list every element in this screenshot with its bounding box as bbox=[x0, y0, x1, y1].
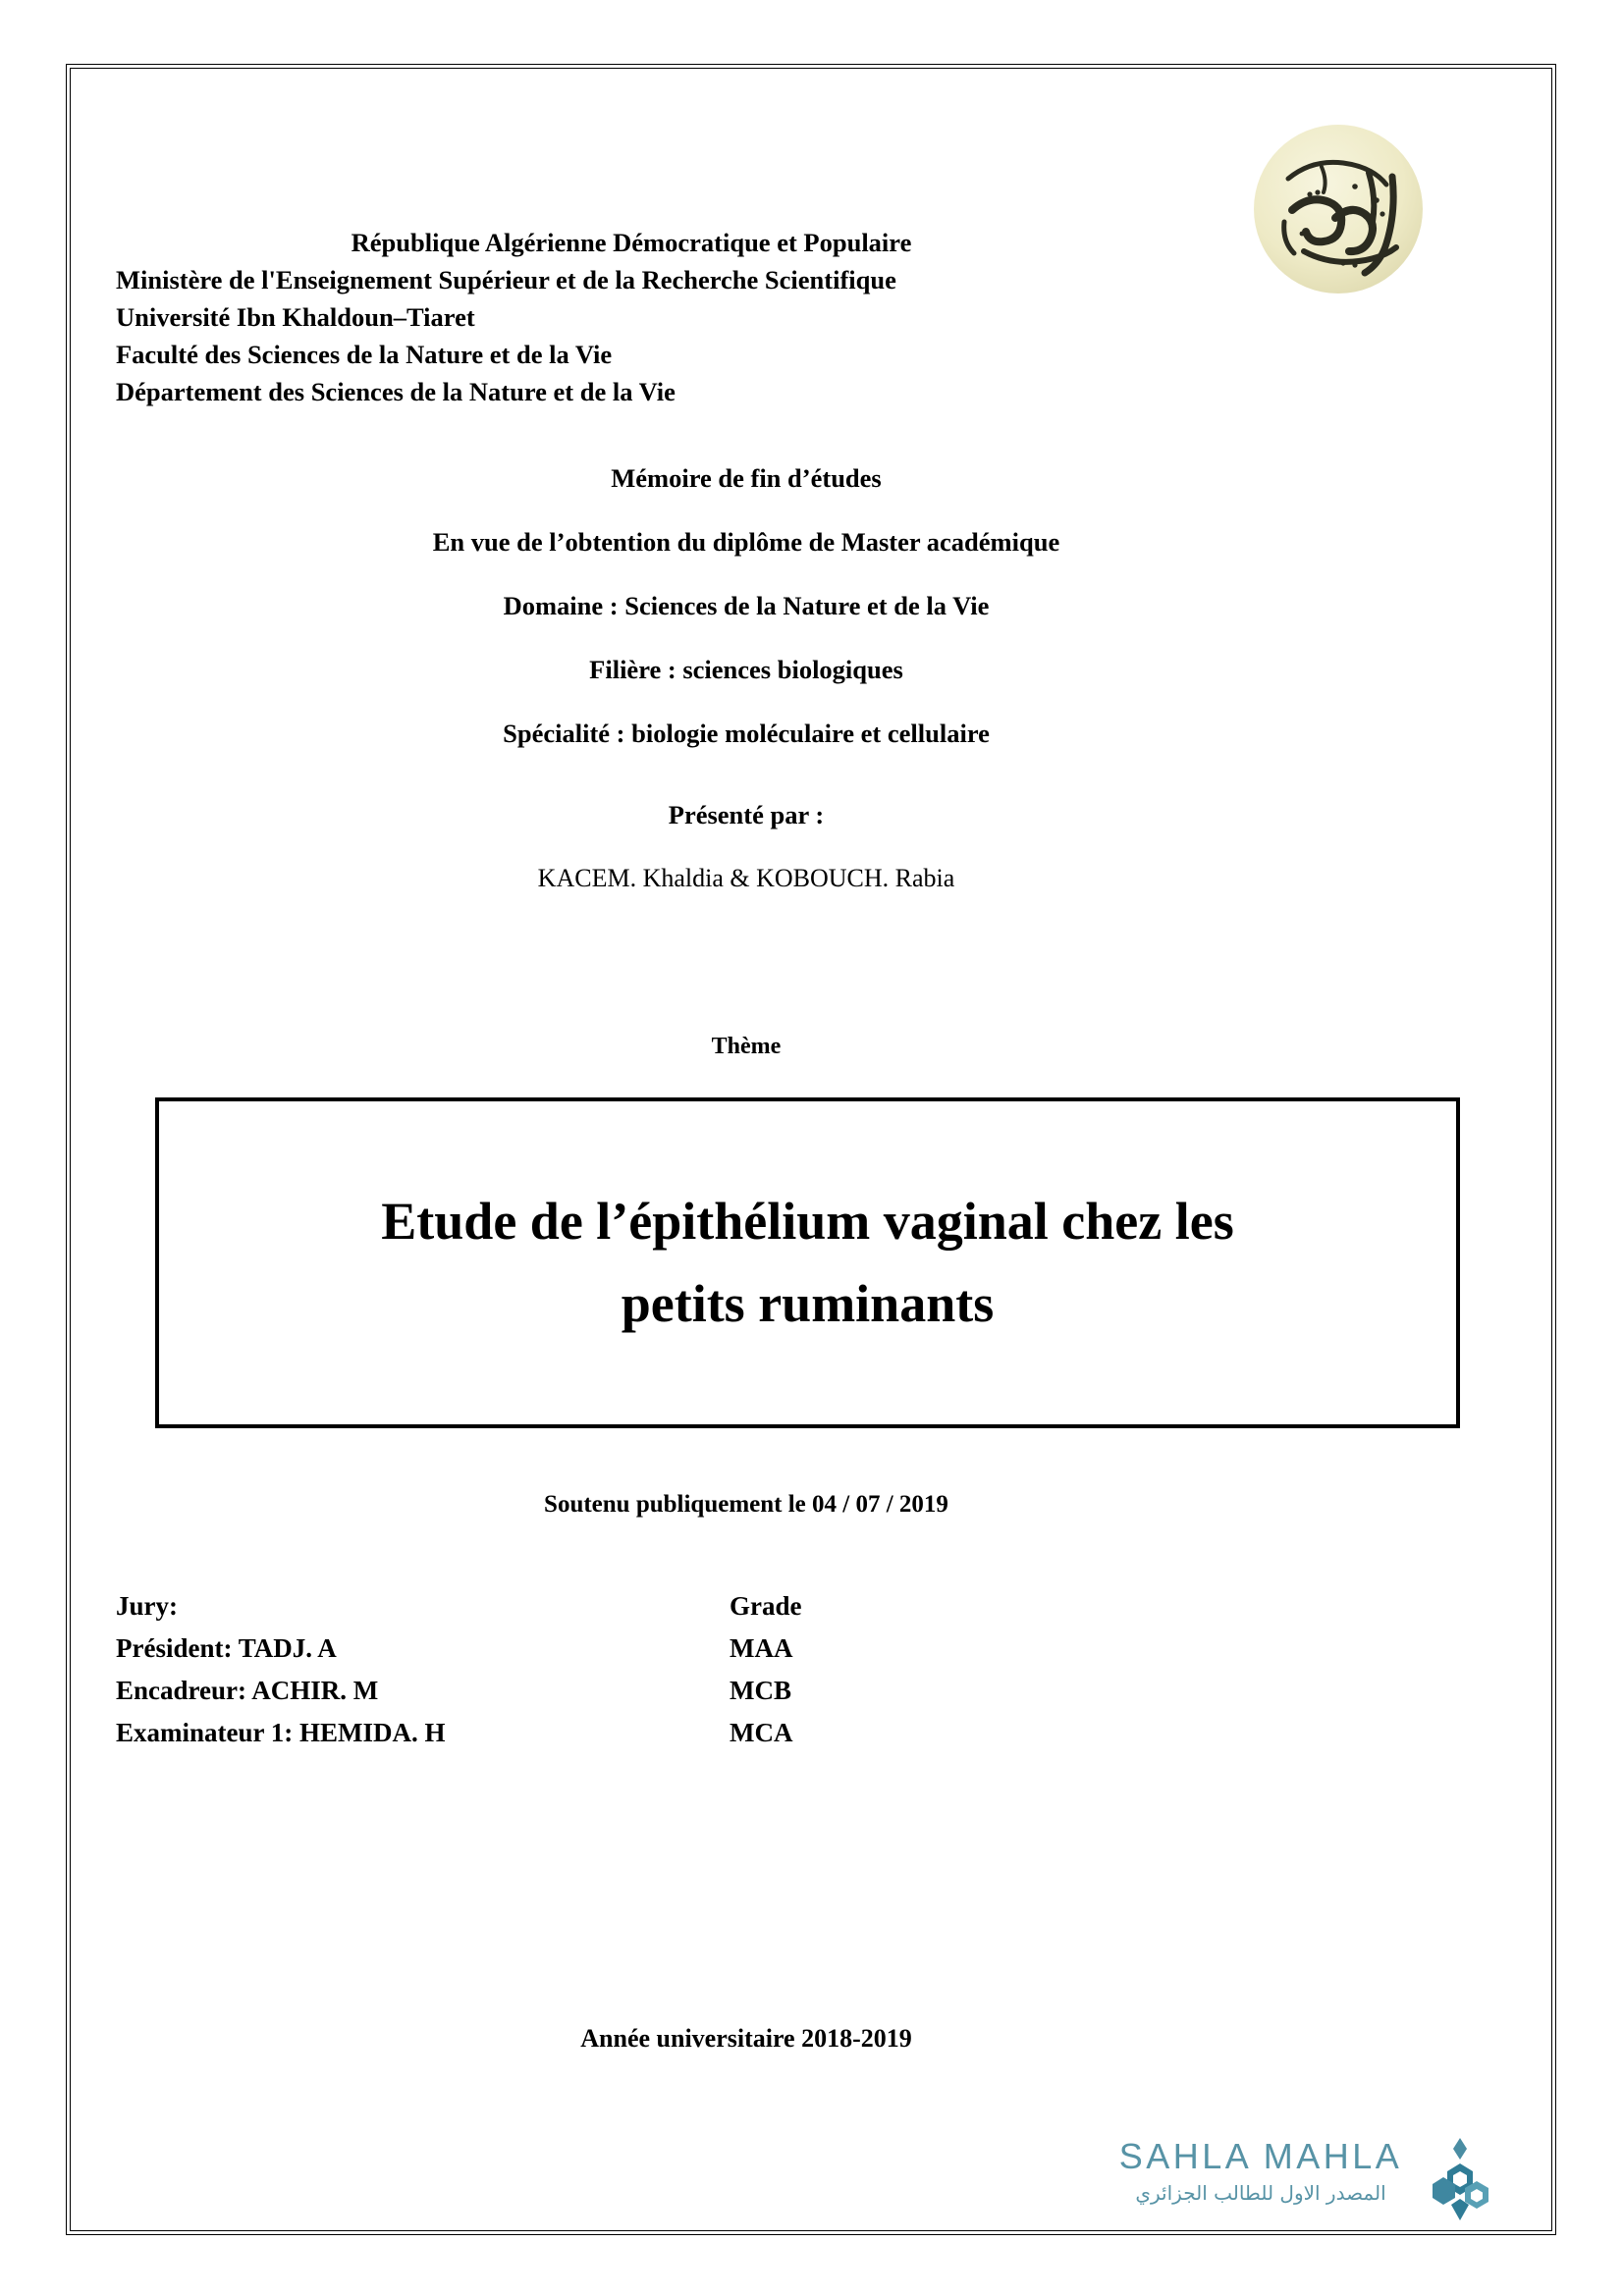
watermark-brand-name: SAHLA MAHLA bbox=[1118, 2136, 1403, 2176]
jury-role-president: Président: TADJ. A bbox=[116, 1633, 337, 1663]
institution-line-department: Département des Sciences de la Nature et de la Vie bbox=[116, 377, 676, 406]
theme-label: Thème bbox=[711, 1034, 782, 1059]
author-names: KACEM. Khaldia & KOBOUCH. Rabia bbox=[537, 864, 955, 892]
jury-grade-examinateur: MCA bbox=[730, 1718, 793, 1747]
thesis-title-box bbox=[155, 1097, 1460, 1428]
institution-line-faculty: Faculté des Sciences de la Nature et de la Vie bbox=[116, 340, 613, 369]
jury-header-grade: Grade bbox=[730, 1591, 802, 1621]
degree-line-memoire: Mémoire de fin d’études bbox=[611, 463, 882, 493]
academic-year: Année universitaire 2018-2019 bbox=[580, 2024, 912, 2053]
defense-date: Soutenu publiquement le 04 / 07 / 2019 bbox=[544, 1491, 948, 1518]
jury-header-role: Jury: bbox=[116, 1591, 178, 1621]
degree-line-diplome: En vue de l’obtention du diplôme de Master académique bbox=[432, 527, 1060, 557]
jury-table bbox=[116, 1585, 1000, 1754]
table-row bbox=[116, 1712, 1000, 1754]
jury-role-examinateur: Examinateur 1: HEMIDA. H bbox=[116, 1718, 446, 1747]
presented-by-block bbox=[206, 800, 1286, 893]
thesis-title bbox=[342, 1181, 1272, 1345]
jury-role-encadreur: Encadreur: ACHIR. M bbox=[116, 1676, 379, 1705]
jury-table-header bbox=[116, 1585, 1000, 1628]
institution-line-republic: République Algérienne Démocratique et Populaire bbox=[351, 228, 912, 257]
thesis-title-line-2: petits ruminants bbox=[621, 1273, 995, 1333]
degree-line-filiere: Filière : sciences biologiques bbox=[589, 655, 903, 684]
watermark-tagline: المصدر الاول للطالب الجزائري bbox=[1135, 2181, 1386, 2205]
degree-line-specialite: Spécialité : biologie moléculaire et cellulaire bbox=[503, 719, 990, 748]
institution-line-university: Université Ibn Khaldoun–Tiaret bbox=[116, 302, 475, 332]
institution-line-ministry: Ministère de l'Enseignement Supérieur et de la Recherche Scientifique bbox=[116, 265, 896, 294]
watermark-logo-icon bbox=[1424, 2138, 1496, 2220]
table-row bbox=[116, 1670, 1000, 1712]
thesis-title-line-1: Etude de l’épithélium vaginal chez les bbox=[381, 1191, 1234, 1251]
jury-grade-encadreur: MCB bbox=[730, 1676, 791, 1705]
degree-line-domaine: Domaine : Sciences de la Nature et de la Vie bbox=[503, 591, 990, 620]
sahla-mahla-watermark bbox=[1094, 2136, 1506, 2234]
degree-information bbox=[206, 463, 1286, 782]
institution-header bbox=[116, 224, 1274, 410]
jury-grade-president: MAA bbox=[730, 1633, 793, 1663]
table-row bbox=[116, 1628, 1000, 1670]
presented-by-label: Présenté par : bbox=[668, 800, 825, 829]
watermark-text-block bbox=[1094, 2136, 1428, 2205]
